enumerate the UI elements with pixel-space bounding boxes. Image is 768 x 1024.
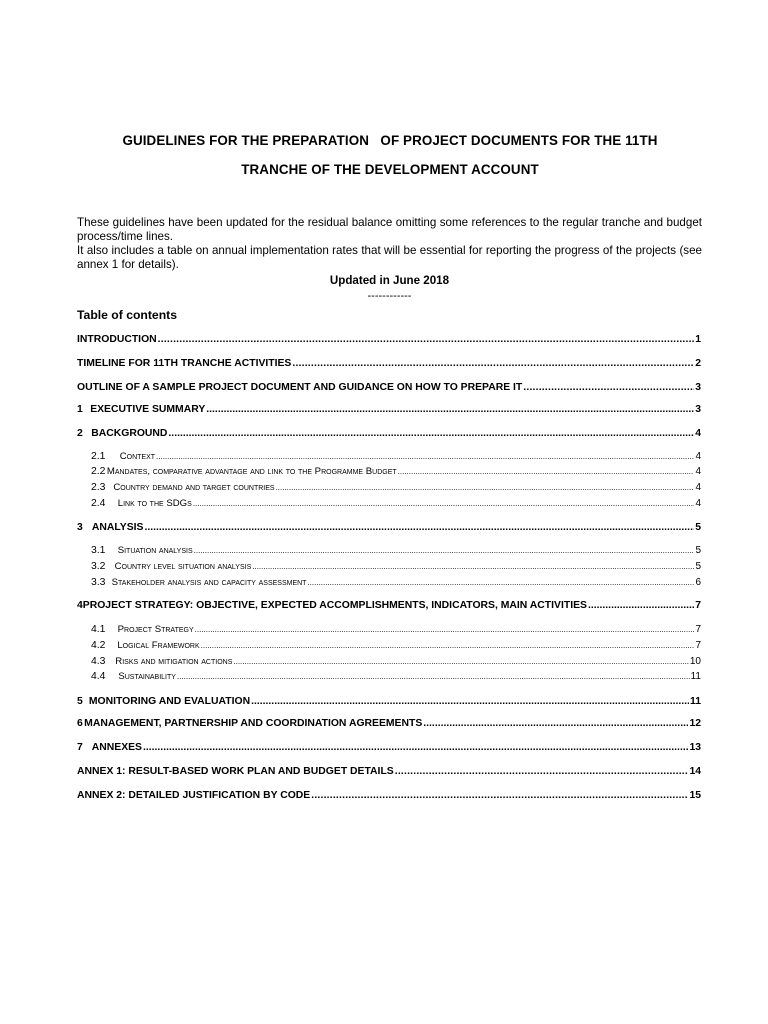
toc-leader bbox=[292, 358, 694, 369]
toc-entry-page: 4 bbox=[695, 482, 701, 493]
toc-entry-label: ANNEXES bbox=[91, 742, 142, 753]
toc-leader bbox=[588, 600, 694, 611]
toc-entry-label: MANAGEMENT, PARTNERSHIP AND COORDINATION AGREEMENTS bbox=[84, 718, 423, 729]
toc-entry-page: 7 bbox=[695, 600, 701, 611]
toc-entry-number: 2.1 bbox=[91, 451, 106, 462]
toc-entry-page: 7 bbox=[695, 624, 701, 635]
toc-entry-number: 1 bbox=[77, 404, 83, 415]
toc-entry-number: 7 bbox=[77, 742, 83, 753]
toc-entry-label: EXECUTIVE SUMMARY bbox=[90, 404, 206, 415]
toc-entry-label: ANALYSIS bbox=[91, 522, 144, 533]
toc-leader bbox=[194, 546, 695, 555]
toc-entry-annex-2[interactable] bbox=[77, 790, 701, 801]
toc-leader bbox=[276, 483, 695, 492]
toc-entry-page: 14 bbox=[689, 766, 701, 777]
toc-entry-page: 7 bbox=[695, 640, 701, 651]
toc-entry-label: Country level situation analysis bbox=[114, 561, 252, 572]
toc-entry-annexes[interactable] bbox=[77, 742, 701, 753]
toc-leader bbox=[251, 696, 689, 707]
toc-entry-label: Stakeholder analysis and capacity assessment bbox=[111, 577, 307, 588]
toc-leader bbox=[156, 452, 694, 461]
toc-entry-page: 4 bbox=[695, 451, 701, 462]
toc-leader bbox=[201, 641, 695, 650]
toc-entry-label: Mandates, comparative advantage and link to the Programme Budget bbox=[106, 466, 397, 477]
toc-entry-number: 5 bbox=[77, 696, 83, 707]
toc-entry-executive-summary[interactable] bbox=[77, 404, 701, 415]
toc-entry-page: 6 bbox=[695, 577, 701, 588]
toc-entry-page: 11 bbox=[690, 696, 701, 707]
toc-entry-timeline[interactable] bbox=[77, 358, 701, 369]
toc-entry-sdgs[interactable] bbox=[91, 498, 701, 509]
toc-leader bbox=[206, 404, 694, 415]
toc-entry-label: Situation analysis bbox=[117, 545, 193, 556]
toc-leader bbox=[311, 790, 688, 801]
toc-leader bbox=[143, 742, 688, 753]
toc-entry-stakeholder[interactable] bbox=[91, 577, 701, 588]
toc-leader bbox=[523, 382, 694, 393]
toc-entry-annex-1[interactable] bbox=[77, 766, 701, 777]
toc-entry-page: 11 bbox=[690, 671, 701, 682]
toc-entry-page: 1 bbox=[695, 334, 701, 345]
toc-entry-label: TIMELINE FOR 11TH TRANCHE ACTIVITIES bbox=[77, 358, 292, 369]
toc-leader bbox=[177, 672, 690, 681]
toc-entry-number: 2.4 bbox=[91, 498, 106, 509]
toc-entry-project-strategy[interactable] bbox=[77, 600, 701, 611]
toc-entry-situation-analysis[interactable] bbox=[91, 545, 701, 556]
toc-entry-label: OUTLINE OF A SAMPLE PROJECT DOCUMENT AND GUIDANCE ON HOW TO PREPARE IT bbox=[77, 382, 523, 393]
toc-entry-number: 2.2 bbox=[91, 466, 106, 477]
toc-entry-page: 4 bbox=[695, 498, 701, 509]
toc-entry-number: 4.4 bbox=[91, 671, 106, 682]
toc-entry-page: 3 bbox=[695, 404, 701, 415]
toc-entry-label: ANNEX 2: DETAILED JUSTIFICATION BY CODE bbox=[77, 790, 311, 801]
toc-entry-background[interactable] bbox=[77, 428, 701, 439]
updated-date: Updated in June 2018 bbox=[329, 274, 450, 287]
toc-leader bbox=[233, 657, 689, 666]
toc-entry-number: 3 bbox=[77, 522, 83, 533]
toc-entry-label: MONITORING AND EVALUATION bbox=[88, 696, 251, 707]
toc-leader bbox=[168, 428, 694, 439]
toc-entry-country-demand[interactable] bbox=[91, 482, 701, 493]
toc-entry-page: 5 bbox=[695, 522, 701, 533]
toc-entry-page: 4 bbox=[695, 466, 701, 477]
toc-entry-label: ANNEX 1: RESULT-BASED WORK PLAN AND BUDGET DETAILS bbox=[77, 766, 394, 777]
toc-entry-context[interactable] bbox=[91, 451, 701, 462]
toc-entry-label: Country demand and target countries bbox=[113, 482, 275, 493]
separator: ------------ bbox=[367, 290, 412, 302]
toc-entry-page: 5 bbox=[695, 561, 701, 572]
toc-entry-number: 4.1 bbox=[91, 624, 106, 635]
document-title-line-1: GUIDELINES FOR THE PREPARATION OF PROJECT DOCUMENTS FOR THE 11TH bbox=[122, 133, 658, 148]
toc-leader bbox=[395, 766, 689, 777]
toc-leader bbox=[252, 562, 694, 571]
toc-leader bbox=[195, 625, 695, 634]
toc-entry-page: 13 bbox=[689, 742, 701, 753]
toc-entry-introduction[interactable] bbox=[77, 334, 701, 345]
toc-entry-number: 4.3 bbox=[91, 656, 106, 667]
toc-entry-logical-framework[interactable] bbox=[91, 640, 701, 651]
toc-entry-mandates[interactable] bbox=[91, 466, 701, 477]
toc-entry-number: 3.1 bbox=[91, 545, 106, 556]
toc-entry-number: 3.2 bbox=[91, 561, 106, 572]
toc-entry-label: Context bbox=[119, 451, 156, 462]
toc-entry-label: PROJECT STRATEGY: OBJECTIVE, EXPECTED ACCOMPLISHMENTS, INDICATORS, MAIN ACTIVITIES bbox=[82, 600, 587, 611]
toc-entry-label: INTRODUCTION bbox=[77, 334, 157, 345]
toc-entry-label: Sustainability bbox=[118, 671, 176, 682]
toc-entry-number: 4 bbox=[77, 600, 83, 611]
intro-paragraph-2: It also includes a table on annual implementation rates that will be essential for reporting the progress of the projects (see annex 1 for details). bbox=[77, 244, 702, 271]
toc-entry-number: 2.3 bbox=[91, 482, 106, 493]
toc-entry-page: 5 bbox=[695, 545, 701, 556]
toc-leader bbox=[307, 578, 694, 587]
toc-entry-number: 3.3 bbox=[91, 577, 106, 588]
toc-entry-outline[interactable] bbox=[77, 382, 701, 393]
toc-entry-page: 12 bbox=[689, 718, 701, 729]
toc-entry-monitoring[interactable] bbox=[77, 696, 701, 707]
toc-entry-management[interactable] bbox=[77, 718, 701, 729]
toc-leader bbox=[144, 522, 694, 533]
toc-leader bbox=[193, 499, 695, 508]
toc-leader bbox=[158, 334, 695, 345]
toc-entry-page: 4 bbox=[695, 428, 701, 439]
document-title-line-2: TRANCHE OF THE DEVELOPMENT ACCOUNT bbox=[241, 162, 539, 177]
toc-leader bbox=[423, 718, 688, 729]
toc-heading: Table of contents bbox=[77, 308, 177, 322]
toc-entry-page: 3 bbox=[695, 382, 701, 393]
toc-entry-analysis[interactable] bbox=[77, 522, 701, 533]
toc-entry-label: Project Strategy bbox=[117, 624, 194, 635]
toc-entry-country-level[interactable] bbox=[91, 561, 701, 572]
toc-entry-sustainability[interactable] bbox=[91, 671, 701, 682]
toc-entry-label: Risks and mitigation actions bbox=[115, 656, 233, 667]
toc-entry-project-strategy-sub[interactable] bbox=[91, 624, 701, 635]
toc-entry-label: BACKGROUND bbox=[91, 428, 168, 439]
toc-leader bbox=[398, 467, 695, 476]
toc-entry-label: Link to the SDGs bbox=[117, 498, 192, 509]
toc-entry-label: Logical Framework bbox=[117, 640, 200, 651]
toc-entry-number: 4.2 bbox=[91, 640, 106, 651]
toc-entry-number: 6 bbox=[77, 718, 83, 729]
intro-paragraph-1: These guidelines have been updated for the residual balance omitting some references to the regular tranche and budget process/time lines. bbox=[77, 216, 702, 243]
toc-entry-number: 2 bbox=[77, 428, 83, 439]
toc-entry-page: 2 bbox=[695, 358, 701, 369]
toc-entry-risks[interactable] bbox=[91, 656, 701, 667]
toc-entry-page: 10 bbox=[689, 656, 701, 667]
toc-entry-page: 15 bbox=[689, 790, 701, 801]
intro-text bbox=[77, 216, 702, 272]
